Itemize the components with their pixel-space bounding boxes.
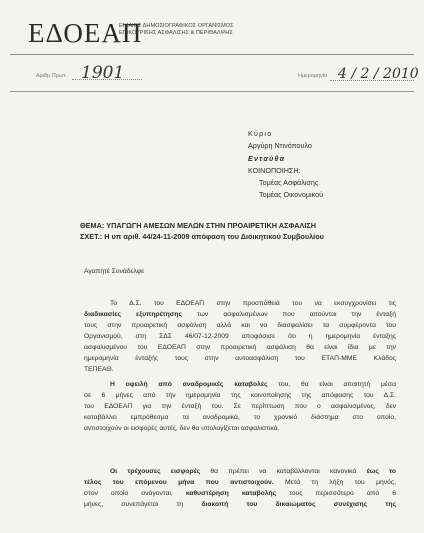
recipient-location: Ενταύθα <box>248 153 286 163</box>
protocol-label: Αριθμ.Πρωτ. <box>36 73 67 79</box>
paragraph-3-line <box>84 499 396 510</box>
paragraph-1-line: ΤΕΠΕΑΘ. <box>84 366 114 373</box>
paragraph-1-line: Το Δ.Σ. του ΕΔΟΕΑΠ στην προσπάθειά του να εκσυγχρονίσει τις <box>110 300 396 307</box>
text-run: μήνες, συνεπάγεται τη <box>84 501 202 508</box>
paragraph-3-line <box>84 488 396 499</box>
paragraph-1-line <box>84 309 396 320</box>
bold-phrase: τέλος του επόμενου μήνα που αντιστοιχούν. <box>84 479 274 486</box>
subject-line: ΘΕΜΑ: ΥΠΑΓΩΓΗ ΑΜΕΣΩΝ ΜΕΛΩΝ ΣΤΗΝ ΠΡΟΑΙΡΕΤΙΚΗ ΑΣΦΑΛΙΣΗ <box>80 221 317 230</box>
subject-block <box>80 220 324 242</box>
paragraph-1-line: ασφαλισμένου του ΕΔΟΕΑΠ στην προαιρετική ασφάλιση θα είναι ίδια με την <box>84 344 396 351</box>
cc-recipient-1: Τομέας Ασφάλισης <box>259 178 319 188</box>
text-run: Μετά τη λήξη του μηνός, <box>273 479 396 486</box>
paragraph-1-line: ημερομηνία ένταξής τους στην αυτοασφάλιση του ΕΤΑΠ-ΜΜΕ Κλάδος <box>84 355 396 362</box>
bold-phrase: διαδικασίες εξυπηρέτησης <box>84 311 183 318</box>
paragraph-2-line <box>84 379 396 390</box>
paragraph-2-line: του ΕΔΟΕΑΠ για την ένταξή του. Σε περίπτωση που ο ασφαλισμένος, δεν <box>84 403 396 410</box>
recipients-block <box>248 128 323 202</box>
cc-label: ΚΟΙΝΟΠΟΙΗΣΗ: <box>248 165 301 175</box>
bold-phrase: αναδρομικές καταβολές <box>182 381 268 388</box>
cc-recipient-2: Τομέας Οικονομικού <box>259 190 324 200</box>
bold-phrase: Οι τρέχουσες εισφορές <box>110 468 201 475</box>
protocol-number: 1901 <box>81 63 125 83</box>
paragraph-1 <box>84 298 396 375</box>
bold-phrase: Η οφειλή από <box>110 381 183 388</box>
paragraph-3-line <box>84 466 396 477</box>
date-value: 4 / 2 / 2010 <box>338 66 419 82</box>
paragraph-2 <box>84 379 396 434</box>
recipient-name: Αργύρη Ντινόπουλο <box>248 141 312 151</box>
paragraph-2-line: καταβάλλει εμπρόθεσμα τα αναδρομικά, το χρονικό διάστημα στο οποίο, <box>84 414 396 421</box>
paragraph-2-line: σε 6 μήνες από την ημερομηνία της κοινοποίησης της απόφασης του Δ.Σ. <box>84 392 396 399</box>
paragraph-3-line <box>84 477 396 488</box>
text-run: των ασφαλισμένων που αιτούνται την ένταξή <box>182 311 396 318</box>
paragraph-2-line: αντιστοιχούν οι εισφορές αυτές, δεν θα υπολογίζεται ασφαλιστικά. <box>84 425 280 432</box>
organization-name <box>119 23 234 37</box>
organization-name-line-1: ΕΝΙΑΙΟΣ ΔΗΜΟΣΙΟΓΡΑΦΙΚΟΣ ΟΡΓΑΝΙΣΜΟΣ <box>119 23 234 29</box>
text-run: του, θα είναι απαιτητή μέσα <box>267 381 396 388</box>
text-run: θα πρέπει να καταβάλλονται κανονικά <box>200 468 367 475</box>
salutation: Αγαπητέ Συνάδελφε <box>84 268 145 275</box>
header-divider-2 <box>10 91 414 92</box>
header-divider <box>10 54 414 55</box>
bold-phrase: καθυστέρηση καταβολής <box>185 490 277 497</box>
bold-phrase: διακοπή του δικαιώματος συνέχισης της <box>201 501 397 508</box>
paragraph-3 <box>84 466 396 510</box>
text-run: τους περισσότερο από 6 <box>276 490 396 497</box>
bold-phrase: έως το <box>366 468 396 475</box>
organization-name-line-2: ΕΠΙΚΟΥΡΙΚΗΣ ΑΣΦΑΛΙΣΗΣ & ΠΕΡΙΘΑΛΨΗΣ <box>119 30 233 36</box>
text-run: στον οποίο ανάγονται, <box>84 490 186 497</box>
date-label: Ημερομηνία <box>298 73 328 79</box>
paragraph-1-line: τους στην προαιρετική ασφάλιση αλλά και να διασφαλίσει τα συμφέροντα του <box>84 322 396 329</box>
organization-logo: ΕΔΟΕΑΠ <box>28 18 143 48</box>
paragraph-1-line: Οργανισμού, στη ΣΔΣ 46/07-12-2009 αποφάσισε ότι η ημερομηνία ένταξης <box>84 333 396 340</box>
recipient-salutation: Κύριο <box>248 129 273 138</box>
reference-line: ΣΧΕΤ.: Η υπ αριθ. 44/24-11-2009 απόφαση του Διοικητικού Συμβουλίου <box>80 232 324 241</box>
